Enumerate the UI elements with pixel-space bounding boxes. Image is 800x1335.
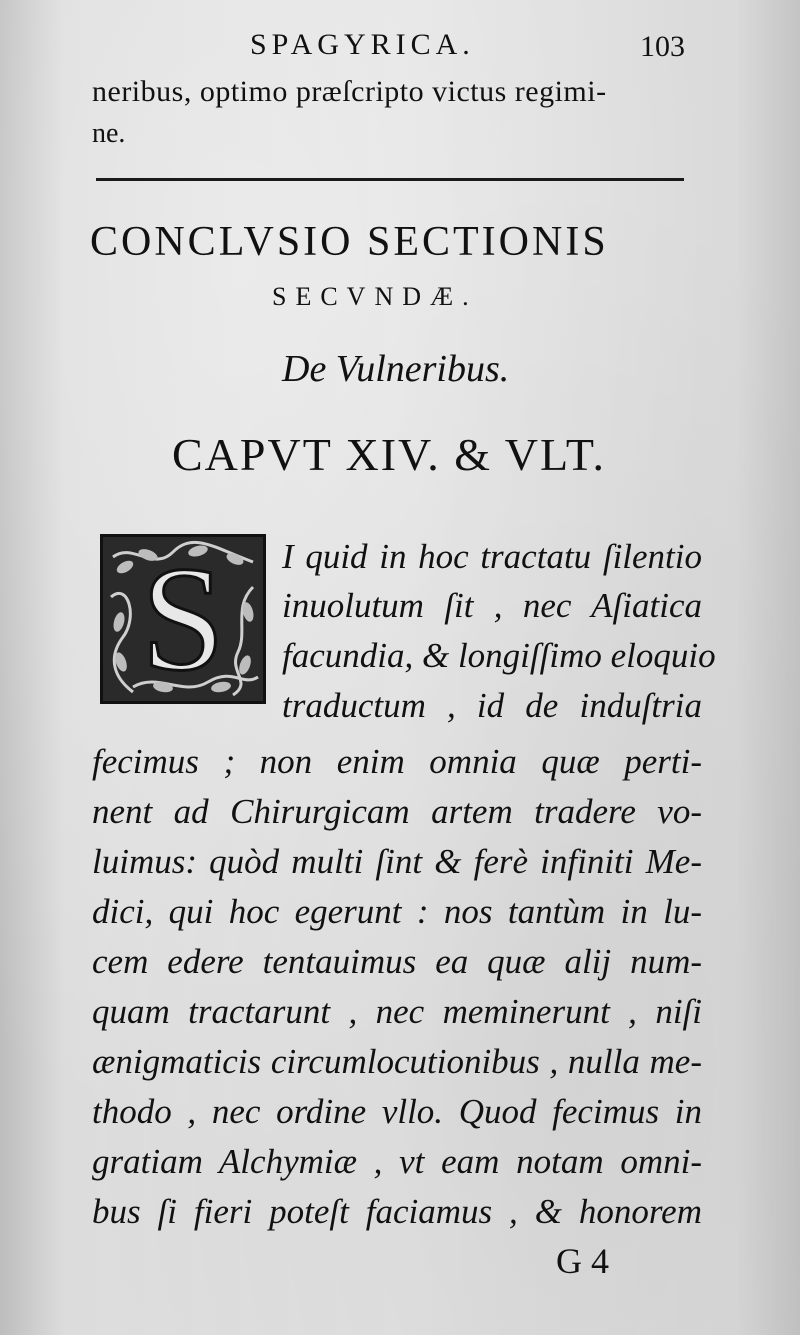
- text-line: quam tractarunt , nec meminerunt , niſi: [92, 992, 702, 1031]
- text-line: fecimus ; non enim omnia quæ perti-: [92, 742, 702, 781]
- initial-letter: S: [141, 536, 225, 702]
- signature-mark: G 4: [556, 1241, 609, 1281]
- carry-over-line-2: ne.: [92, 118, 126, 149]
- horizontal-rule: [96, 178, 684, 181]
- running-head: SPAGYRICA.: [250, 28, 475, 61]
- carry-over-line-1: neribus, optimo præſcripto victus regimi-: [92, 75, 607, 108]
- text-line: dici, qui hoc egerunt : nos tantùm in lu-: [92, 892, 702, 931]
- decorated-initial: [100, 534, 266, 704]
- text-line: ænigmaticis circumlocutionibus , nulla me-: [92, 1042, 702, 1081]
- text-line: facundia, & longiſſimo eloquio: [282, 636, 716, 675]
- part-title: De Vulneribus.: [282, 348, 510, 390]
- text-line: traductum , id de induſtria: [282, 686, 702, 725]
- text-line: I quid in hoc tractatu ſilentio: [282, 537, 702, 576]
- text-line: gratiam Alchymiæ , vt eam notam omni-: [92, 1142, 702, 1181]
- text-line: luimus: quòd multi ſint & ferè infiniti Me-: [92, 842, 702, 881]
- text-line: thodo , nec ordine vllo. Quod fecimus in: [92, 1092, 702, 1131]
- section-subtitle: SECVNDÆ.: [272, 282, 478, 311]
- page-number: 103: [640, 30, 685, 63]
- text-line: inuolutum ſit , nec Aſiatica: [282, 586, 702, 625]
- section-title: CONCLVSIO SECTIONIS: [90, 219, 609, 265]
- chapter-heading: CAPVT XIV. & VLT.: [172, 429, 607, 480]
- text-line: cem edere tentauimus ea quæ alij num-: [92, 942, 702, 981]
- text-line: nent ad Chirurgicam artem tradere vo-: [92, 792, 702, 831]
- text-line: bus ſi fieri poteſt faciamus , & honorem: [92, 1192, 702, 1231]
